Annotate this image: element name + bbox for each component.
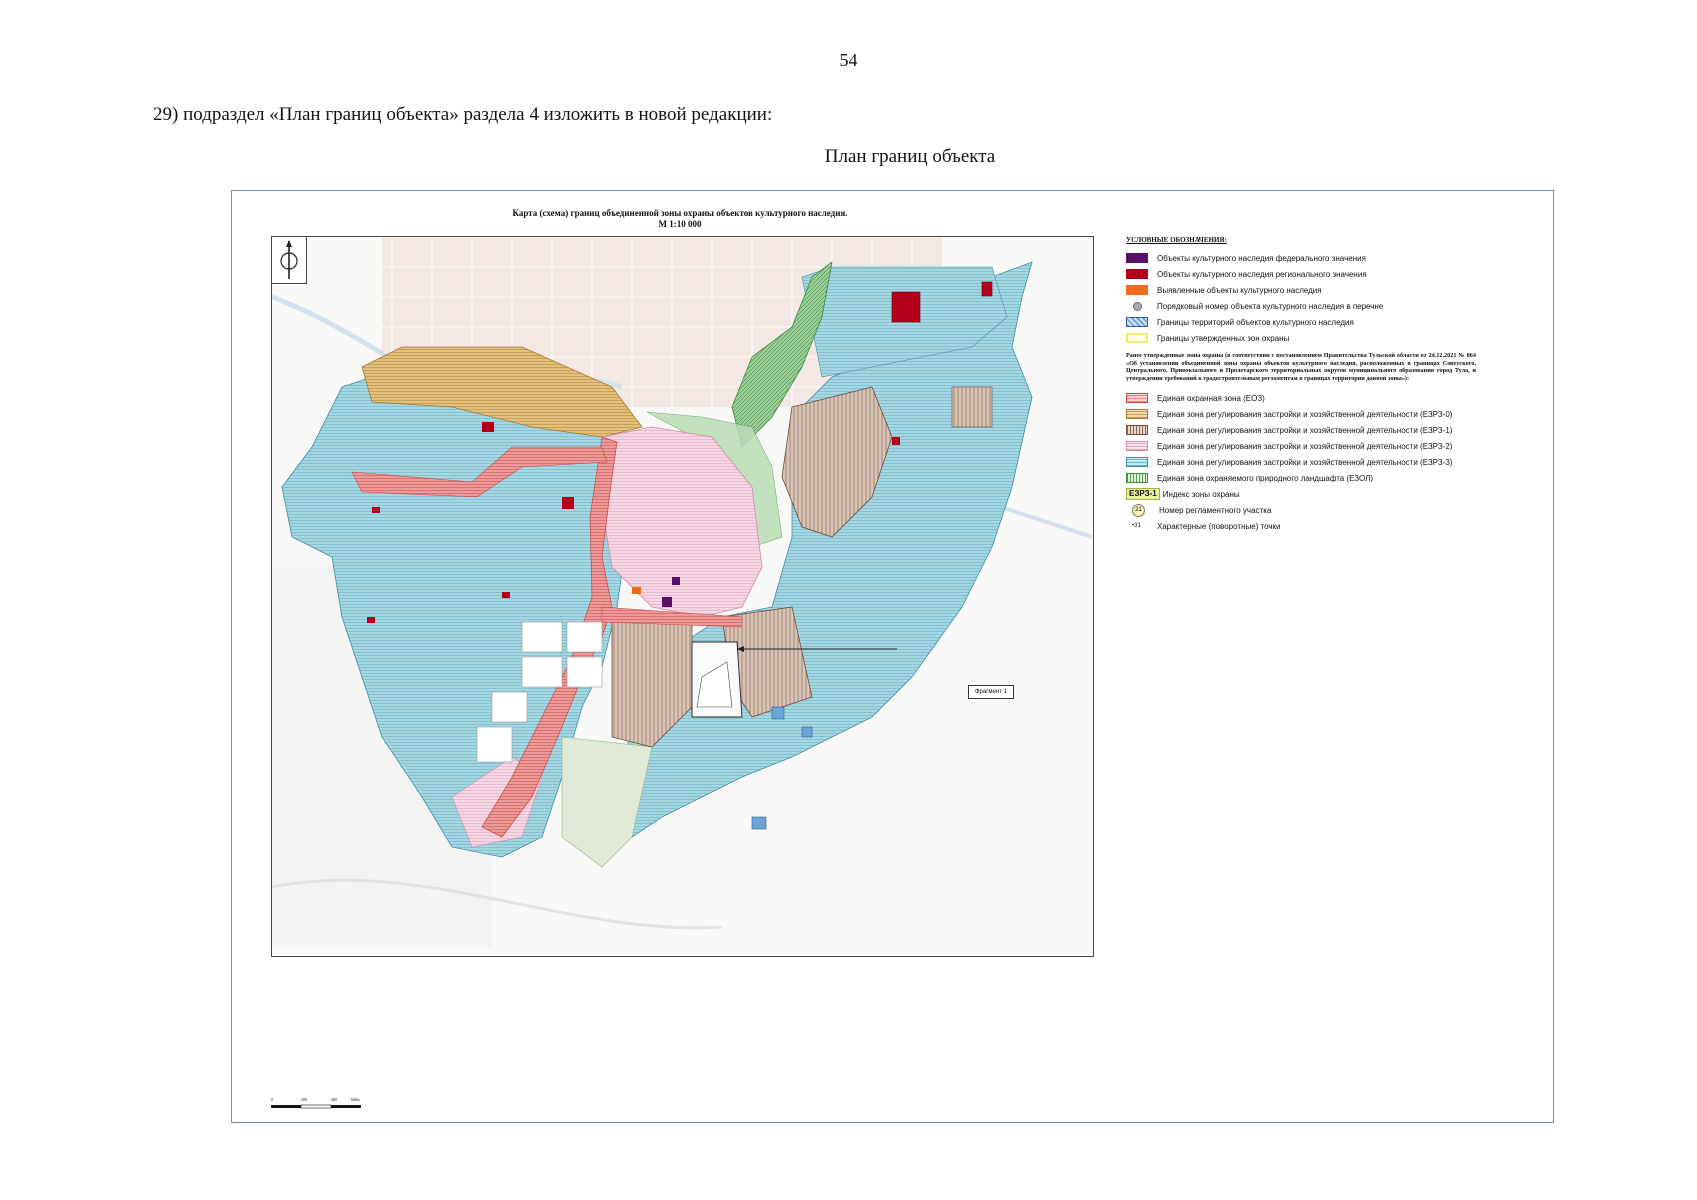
legend-label: Объекты культурного наследия регионального значения	[1157, 269, 1367, 279]
legend-label: Границы территорий объектов культурного наследия	[1157, 317, 1354, 327]
scale-tick-label: 0	[271, 1097, 273, 1102]
legend-row-ezrz0	[1126, 406, 1476, 422]
territory-boundary	[752, 817, 766, 829]
block	[492, 692, 527, 722]
regional-object	[367, 617, 375, 623]
territory-boundary	[772, 707, 784, 719]
scale-segment	[331, 1105, 361, 1108]
north-arrow-icon	[272, 237, 306, 283]
legend-label: Выявленные объекты культурного наследия	[1157, 285, 1322, 295]
number-dot-icon	[1133, 302, 1142, 311]
zone-index-badge: ЕЗРЗ-1	[1126, 488, 1160, 500]
block	[567, 622, 602, 652]
block	[522, 622, 562, 652]
legend-row-ezrz2	[1126, 438, 1476, 454]
swatch-number	[1126, 301, 1148, 311]
swatch-territory	[1126, 317, 1148, 327]
legend-row-ezol	[1126, 470, 1476, 486]
zone-ezrz1-ne	[952, 387, 992, 427]
legend-row-territory	[1126, 314, 1476, 330]
legend-row-index	[1126, 486, 1476, 502]
swatch-eoz	[1126, 393, 1148, 403]
swatch-federal	[1126, 253, 1148, 263]
legend-label: Единая зона регулирования застройки и хозяйственной деятельности (ЕЗРЗ-0)	[1157, 409, 1453, 419]
legend-row-ezrz1	[1126, 422, 1476, 438]
turning-point-number: 31	[1134, 523, 1141, 530]
regional-object	[892, 437, 900, 445]
map-title	[430, 208, 930, 230]
map-scale-text: М 1:10 000	[658, 219, 702, 229]
legend-row-approved	[1126, 330, 1476, 346]
page-number: 54	[839, 50, 858, 70]
legend-row-points	[1126, 518, 1476, 534]
swatch-identified	[1126, 285, 1148, 295]
swatch-ezrz3	[1126, 457, 1148, 467]
block	[567, 657, 602, 687]
identified-object	[632, 587, 641, 594]
legend-row-regional	[1126, 266, 1476, 282]
scale-tick-label: 200	[301, 1097, 307, 1102]
legend-row-number	[1126, 298, 1476, 314]
legend-label: Границы утвержденных зон охраны	[1157, 333, 1290, 343]
scale-segment	[301, 1105, 331, 1108]
legend-label: Индекс зоны охраны	[1162, 489, 1240, 499]
legend	[1126, 236, 1476, 534]
swatch-ezrz2	[1126, 441, 1148, 451]
legend-label: Объекты культурного наследия федерального значения	[1157, 253, 1366, 263]
regulation-number-badge: 21	[1132, 504, 1145, 517]
regional-object	[562, 497, 574, 509]
legend-label: Единая охранная зона (ЕОЗ)	[1157, 393, 1265, 403]
legend-row-eoz	[1126, 390, 1476, 406]
swatch-approved	[1126, 333, 1148, 343]
federal-object	[672, 577, 680, 585]
territory-boundary	[802, 727, 812, 737]
legend-label: Единая зона регулирования застройки и хозяйственной деятельности (ЕЗРЗ-3)	[1157, 457, 1453, 467]
legend-label: Характерные (поворотные) точки	[1157, 521, 1281, 531]
legend-row-ezrz3	[1126, 454, 1476, 470]
legend-label: Единая зона регулирования застройки и хозяйственной деятельности (ЕЗРЗ-1)	[1157, 425, 1453, 435]
legend-label: Номер регламентного участка	[1159, 505, 1272, 515]
turning-point-icon: •31	[1132, 523, 1141, 530]
legend-row-identified	[1126, 282, 1476, 298]
plan-heading: План границ объекта	[824, 146, 996, 167]
map-title-line1: Карта (схема) границ объединенной зоны охраны объектов культурного наследия.	[512, 208, 848, 218]
regional-object	[372, 507, 380, 513]
scale-segment	[271, 1105, 301, 1108]
regional-object	[502, 592, 510, 598]
intro-paragraph: 29) подраздел «План границ объекта» раздела 4 изложить в новой редакции:	[153, 104, 773, 125]
regional-object	[892, 292, 920, 322]
north-arrow-box	[272, 237, 307, 284]
legend-label: Единая зона охраняемого природного ландшафта (ЕЗОЛ)	[1157, 473, 1374, 483]
scale-bar	[271, 1095, 365, 1115]
scale-tick-label: 400	[331, 1097, 337, 1102]
swatch-regional	[1126, 269, 1148, 279]
federal-object	[662, 597, 672, 607]
scale-tick-label: 600м	[351, 1097, 360, 1102]
legend-note: Ранее утвержденные зоны охраны (в соответствии с постановлением Правительства Тульской области от 24.12.2021 № 864 «Об установлении объединенной зоны охраны объектов культурного наследия, расположенных в границах Советского, Центрального, Привокзального и Пролетарского территориальных округов муниципального образования город Тула, и утверждении требований к градостроительным регламентам в границах территории данной зоны»):	[1126, 352, 1476, 382]
swatch-ezol	[1126, 473, 1148, 483]
legend-row-federal	[1126, 250, 1476, 266]
legend-row-regnum	[1126, 502, 1476, 518]
block	[477, 727, 512, 762]
swatch-ezrz1	[1126, 425, 1148, 435]
legend-label: Порядковый номер объекта культурного наследия в перечне	[1157, 301, 1384, 311]
block	[522, 657, 562, 687]
legend-label: Единая зона регулирования застройки и хозяйственной деятельности (ЕЗРЗ-2)	[1157, 441, 1453, 451]
fragment-1-label[interactable]: Фрагмент 1	[968, 685, 1014, 699]
map-panel[interactable]	[271, 236, 1094, 957]
swatch-ezrz0	[1126, 409, 1148, 419]
regional-object	[482, 422, 494, 432]
legend-title: УСЛОВНЫЕ ОБОЗНАЧЕНИЯ:	[1126, 236, 1227, 244]
map-canvas[interactable]	[272, 237, 1093, 956]
regional-object	[982, 282, 992, 296]
